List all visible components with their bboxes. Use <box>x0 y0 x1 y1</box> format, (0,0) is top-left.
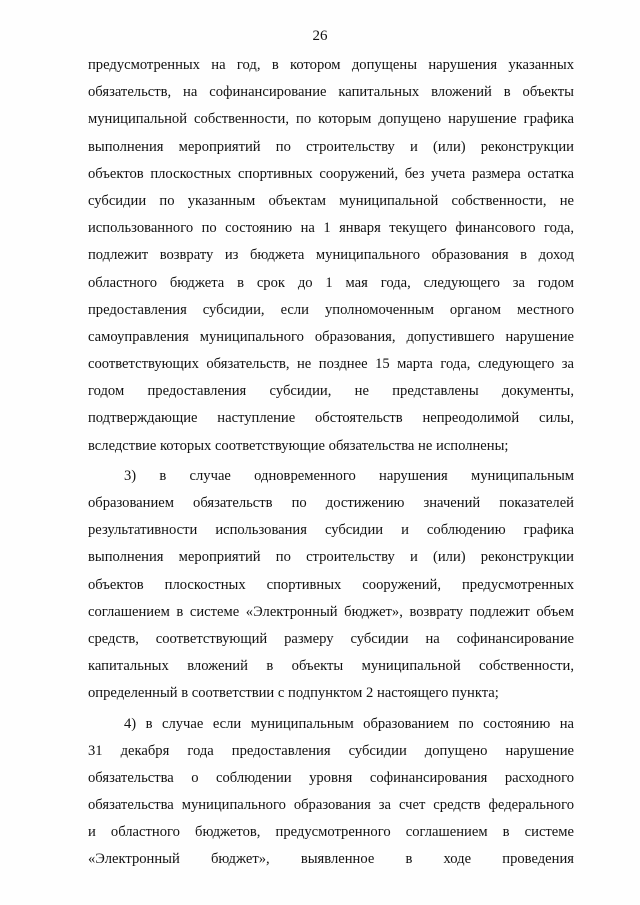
page-number: 26 <box>312 28 328 44</box>
text-line: 31 декабря года предоставления субсидии допущено нарушение <box>88 742 574 759</box>
text-line: средств, соответствующий размеру субсидии на софинансирование <box>88 630 574 647</box>
text-line: областного бюджета в срок до 1 мая года, следующего за годом <box>88 274 574 291</box>
text-line: соглашением в системе «Электронный бюджет», возврату подлежит объем <box>88 603 574 620</box>
text-line: использованного по состоянию на 1 января текущего финансового года, <box>88 220 574 237</box>
text-line: образованием обязательств по достижению значений показателей <box>88 495 574 511</box>
text-line: вследствие которых соответствующие обязательства не исполнены; <box>88 437 509 454</box>
text-line: объектов плоскостных спортивных сооружений, без учета размера остатка <box>88 165 574 182</box>
text-line: капитальных вложений в объекты муниципальной собственности, <box>88 658 574 675</box>
text-line: 3) в случае одновременного нарушения муниципальным <box>124 467 574 484</box>
text-line: годом предоставления субсидии, не представлены документы, <box>88 383 574 400</box>
text-line: субсидии по указанным объектам муниципальной собственности, не <box>88 192 574 209</box>
text-line: соответствующих обязательств, не позднее 15 марта года, следующего за <box>88 356 574 373</box>
text-line: обязательств, на софинансирование капитальных вложений в объекты <box>88 84 574 101</box>
text-line: подлежит возврату из бюджета муниципального образования в доход <box>88 247 574 264</box>
text-line: объектов плоскостных спортивных сооружений, предусмотренных <box>88 576 574 593</box>
body-text <box>88 52 574 874</box>
text-line: обязательства о соблюдении уровня софинансирования расходного <box>88 769 574 786</box>
text-line: самоуправления муниципального образования, допустившего нарушение <box>88 328 574 345</box>
text-line: выполнения мероприятий по строительству и (или) реконструкции <box>88 549 574 566</box>
text-line: «Электронный бюджет», выявленное в ходе проведения <box>88 851 574 868</box>
text-line: 4) в случае если муниципальным образованием по состоянию на <box>124 715 574 732</box>
text-line: муниципальной собственности, по которым допущено нарушение графика <box>88 111 574 128</box>
text-line: обязательства муниципального образования за счет средств федерального <box>88 797 574 814</box>
text-line: подтверждающие наступление обстоятельств непреодолимой силы, <box>88 410 574 427</box>
text-line: выполнения мероприятий по строительству и (или) реконструкции <box>88 138 574 155</box>
text-line: предусмотренных на год, в котором допущены нарушения указанных <box>88 57 574 73</box>
text-line: и областного бюджетов, предусмотренного соглашением в системе <box>88 824 574 841</box>
text-line: результативности использования субсидии и соблюдению графика <box>88 522 574 539</box>
text-line: предоставления субсидии, если уполномоченным органом местного <box>88 301 574 318</box>
text-line: определенный в соответствии с подпунктом 2 настоящего пункта; <box>88 685 499 702</box>
